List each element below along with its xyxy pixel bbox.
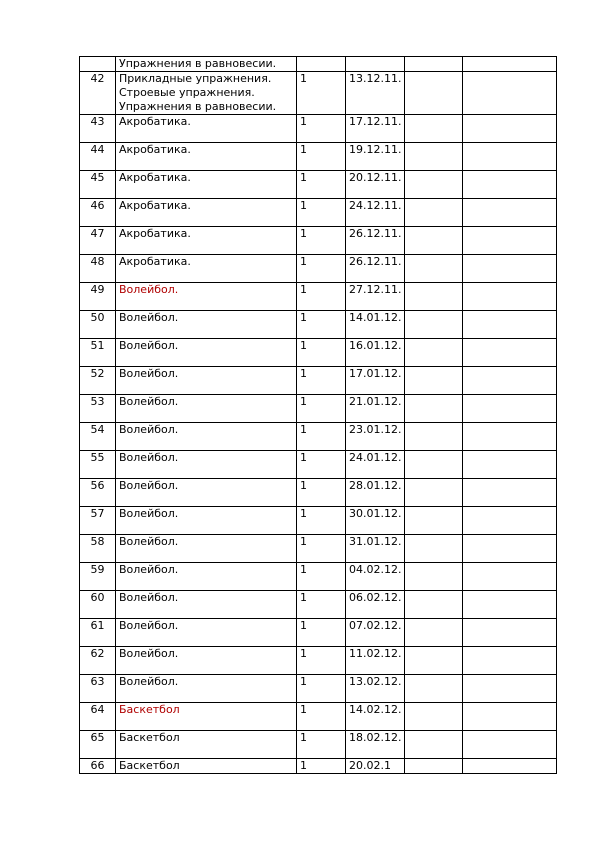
lesson-topic-cell: Волейбол. — [116, 479, 297, 507]
table-row — [80, 675, 557, 703]
lesson-date-cell: 18.02.12. — [346, 731, 405, 759]
lesson-number-cell: 45 — [80, 171, 116, 199]
lesson-number-cell: 64 — [80, 703, 116, 731]
table-row — [80, 199, 557, 227]
actual-date-cell — [405, 311, 463, 339]
table-row — [80, 367, 557, 395]
lesson-hours-cell: 1 — [297, 731, 346, 759]
lesson-number-cell: 56 — [80, 479, 116, 507]
actual-date-cell — [405, 535, 463, 563]
actual-date-cell — [405, 395, 463, 423]
actual-date-cell — [405, 227, 463, 255]
table-row — [80, 72, 557, 115]
lesson-number-cell: 54 — [80, 423, 116, 451]
lesson-date-cell: 19.12.11. — [346, 143, 405, 171]
table-row — [80, 339, 557, 367]
notes-cell — [463, 423, 557, 451]
lesson-number-cell: 66 — [80, 759, 116, 774]
actual-date-cell — [405, 199, 463, 227]
lesson-date-cell: 13.02.12. — [346, 675, 405, 703]
lesson-number-cell: 58 — [80, 535, 116, 563]
lesson-hours-cell: 1 — [297, 339, 346, 367]
lesson-date-cell: 14.02.12. — [346, 703, 405, 731]
lesson-number-cell: 53 — [80, 395, 116, 423]
lesson-hours-cell: 1 — [297, 171, 346, 199]
lesson-topic-cell: Волейбол. — [116, 367, 297, 395]
lesson-date-cell — [346, 57, 405, 72]
notes-cell — [463, 283, 557, 311]
table-row — [80, 703, 557, 731]
lesson-topic-cell: Акробатика. — [116, 199, 297, 227]
lesson-hours-cell: 1 — [297, 72, 346, 115]
notes-cell — [463, 143, 557, 171]
actual-date-cell — [405, 563, 463, 591]
lesson-number-cell: 62 — [80, 647, 116, 675]
actual-date-cell — [405, 283, 463, 311]
lesson-hours-cell: 1 — [297, 143, 346, 171]
lesson-topic-cell: Волейбол. — [116, 647, 297, 675]
lesson-hours-cell — [297, 57, 346, 72]
notes-cell — [463, 535, 557, 563]
lesson-number-cell: 59 — [80, 563, 116, 591]
table-row — [80, 255, 557, 283]
lesson-date-cell: 24.01.12. — [346, 451, 405, 479]
notes-cell — [463, 591, 557, 619]
lesson-topic-cell: Баскетбол — [116, 759, 297, 774]
lesson-number-cell: 50 — [80, 311, 116, 339]
lesson-topic-cell: Волейбол. — [116, 395, 297, 423]
table-row — [80, 143, 557, 171]
actual-date-cell — [405, 507, 463, 535]
lesson-plan-table — [79, 56, 557, 774]
lesson-topic-cell: Прикладные упражнения. Строевые упражнения. Упражнения в равновесии. — [116, 72, 297, 115]
table-row — [80, 227, 557, 255]
notes-cell — [463, 171, 557, 199]
lesson-date-cell: 16.01.12. — [346, 339, 405, 367]
notes-cell — [463, 255, 557, 283]
lesson-date-cell: 20.02.1 — [346, 759, 405, 774]
table-row — [80, 395, 557, 423]
notes-cell — [463, 57, 557, 72]
actual-date-cell — [405, 171, 463, 199]
lesson-date-cell: 26.12.11. — [346, 227, 405, 255]
lesson-hours-cell: 1 — [297, 199, 346, 227]
notes-cell — [463, 367, 557, 395]
table-row — [80, 731, 557, 759]
lesson-hours-cell: 1 — [297, 367, 346, 395]
actual-date-cell — [405, 619, 463, 647]
lesson-number-cell: 42 — [80, 72, 116, 115]
lesson-topic-cell: Волейбол. — [116, 563, 297, 591]
notes-cell — [463, 451, 557, 479]
lesson-hours-cell: 1 — [297, 479, 346, 507]
table-row — [80, 171, 557, 199]
lesson-date-cell: 17.01.12. — [346, 367, 405, 395]
lesson-topic-cell: Волейбол. — [116, 675, 297, 703]
actual-date-cell — [405, 731, 463, 759]
lesson-number-cell: 63 — [80, 675, 116, 703]
lesson-topic-cell: Волейбол. — [116, 619, 297, 647]
lesson-hours-cell: 1 — [297, 115, 346, 143]
actual-date-cell — [405, 479, 463, 507]
actual-date-cell — [405, 57, 463, 72]
lesson-date-cell: 13.12.11. — [346, 72, 405, 115]
lesson-topic-cell: Волейбол. — [116, 283, 297, 311]
lesson-topic-cell: Баскетбол — [116, 703, 297, 731]
lesson-number-cell: 47 — [80, 227, 116, 255]
table-row — [80, 311, 557, 339]
lesson-topic-cell: Волейбол. — [116, 311, 297, 339]
actual-date-cell — [405, 72, 463, 115]
lesson-hours-cell: 1 — [297, 311, 346, 339]
lesson-hours-cell: 1 — [297, 675, 346, 703]
notes-cell — [463, 759, 557, 774]
lesson-date-cell: 24.12.11. — [346, 199, 405, 227]
notes-cell — [463, 72, 557, 115]
lesson-date-cell: 06.02.12. — [346, 591, 405, 619]
notes-cell — [463, 339, 557, 367]
lesson-hours-cell: 1 — [297, 255, 346, 283]
lesson-number-cell: 57 — [80, 507, 116, 535]
lesson-hours-cell: 1 — [297, 507, 346, 535]
lesson-number-cell: 51 — [80, 339, 116, 367]
lesson-topic-cell: Упражнения в равновесии. — [116, 57, 297, 72]
actual-date-cell — [405, 143, 463, 171]
lesson-topic-cell: Волейбол. — [116, 339, 297, 367]
lesson-number-cell: 60 — [80, 591, 116, 619]
lesson-date-cell: 31.01.12. — [346, 535, 405, 563]
table-row — [80, 451, 557, 479]
lesson-date-cell: 04.02.12. — [346, 563, 405, 591]
lesson-hours-cell: 1 — [297, 759, 346, 774]
lesson-topic-cell: Баскетбол — [116, 731, 297, 759]
actual-date-cell — [405, 451, 463, 479]
lesson-date-cell: 28.01.12. — [346, 479, 405, 507]
lesson-hours-cell: 1 — [297, 227, 346, 255]
table-row — [80, 535, 557, 563]
actual-date-cell — [405, 423, 463, 451]
table-row — [80, 647, 557, 675]
actual-date-cell — [405, 675, 463, 703]
lesson-topic-cell: Акробатика. — [116, 143, 297, 171]
actual-date-cell — [405, 647, 463, 675]
actual-date-cell — [405, 115, 463, 143]
lesson-date-cell: 11.02.12. — [346, 647, 405, 675]
lesson-topic-cell: Волейбол. — [116, 423, 297, 451]
actual-date-cell — [405, 255, 463, 283]
lesson-date-cell: 30.01.12. — [346, 507, 405, 535]
lesson-date-cell: 26.12.11. — [346, 255, 405, 283]
lesson-hours-cell: 1 — [297, 395, 346, 423]
lesson-number-cell: 49 — [80, 283, 116, 311]
notes-cell — [463, 395, 557, 423]
lesson-hours-cell: 1 — [297, 535, 346, 563]
table-row — [80, 479, 557, 507]
lesson-hours-cell: 1 — [297, 647, 346, 675]
lesson-date-cell: 21.01.12. — [346, 395, 405, 423]
table-row — [80, 591, 557, 619]
lesson-number-cell: 48 — [80, 255, 116, 283]
lesson-hours-cell: 1 — [297, 283, 346, 311]
lesson-topic-cell: Волейбол. — [116, 591, 297, 619]
lesson-hours-cell: 1 — [297, 619, 346, 647]
notes-cell — [463, 675, 557, 703]
lesson-number-cell: 46 — [80, 199, 116, 227]
lesson-hours-cell: 1 — [297, 591, 346, 619]
lesson-number-cell: 65 — [80, 731, 116, 759]
lesson-topic-cell: Акробатика. — [116, 171, 297, 199]
actual-date-cell — [405, 339, 463, 367]
lesson-topic-cell: Волейбол. — [116, 507, 297, 535]
lesson-topic-cell: Акробатика. — [116, 255, 297, 283]
lesson-date-cell: 23.01.12. — [346, 423, 405, 451]
lesson-number-cell: 44 — [80, 143, 116, 171]
lesson-hours-cell: 1 — [297, 451, 346, 479]
lesson-topic-cell: Акробатика. — [116, 227, 297, 255]
notes-cell — [463, 199, 557, 227]
lesson-date-cell: 17.12.11. — [346, 115, 405, 143]
notes-cell — [463, 647, 557, 675]
table-row — [80, 759, 557, 774]
lesson-number-cell: 61 — [80, 619, 116, 647]
lesson-number-cell: 55 — [80, 451, 116, 479]
table-row — [80, 423, 557, 451]
table-row — [80, 507, 557, 535]
actual-date-cell — [405, 703, 463, 731]
table-row — [80, 57, 557, 72]
lesson-date-cell: 27.12.11. — [346, 283, 405, 311]
actual-date-cell — [405, 591, 463, 619]
actual-date-cell — [405, 759, 463, 774]
lesson-hours-cell: 1 — [297, 703, 346, 731]
table-row — [80, 563, 557, 591]
notes-cell — [463, 703, 557, 731]
lesson-hours-cell: 1 — [297, 563, 346, 591]
notes-cell — [463, 731, 557, 759]
lesson-number-cell: 52 — [80, 367, 116, 395]
lesson-plan-body — [80, 57, 557, 774]
lesson-hours-cell: 1 — [297, 423, 346, 451]
notes-cell — [463, 115, 557, 143]
notes-cell — [463, 563, 557, 591]
notes-cell — [463, 311, 557, 339]
table-row — [80, 283, 557, 311]
table-row — [80, 619, 557, 647]
notes-cell — [463, 479, 557, 507]
notes-cell — [463, 507, 557, 535]
lesson-date-cell: 20.12.11. — [346, 171, 405, 199]
lesson-topic-cell: Акробатика. — [116, 115, 297, 143]
lesson-topic-cell: Волейбол. — [116, 451, 297, 479]
lesson-date-cell: 07.02.12. — [346, 619, 405, 647]
lesson-number-cell: 43 — [80, 115, 116, 143]
lesson-number-cell — [80, 57, 116, 72]
actual-date-cell — [405, 367, 463, 395]
lesson-topic-cell: Волейбол. — [116, 535, 297, 563]
notes-cell — [463, 227, 557, 255]
notes-cell — [463, 619, 557, 647]
lesson-date-cell: 14.01.12. — [346, 311, 405, 339]
table-row — [80, 115, 557, 143]
